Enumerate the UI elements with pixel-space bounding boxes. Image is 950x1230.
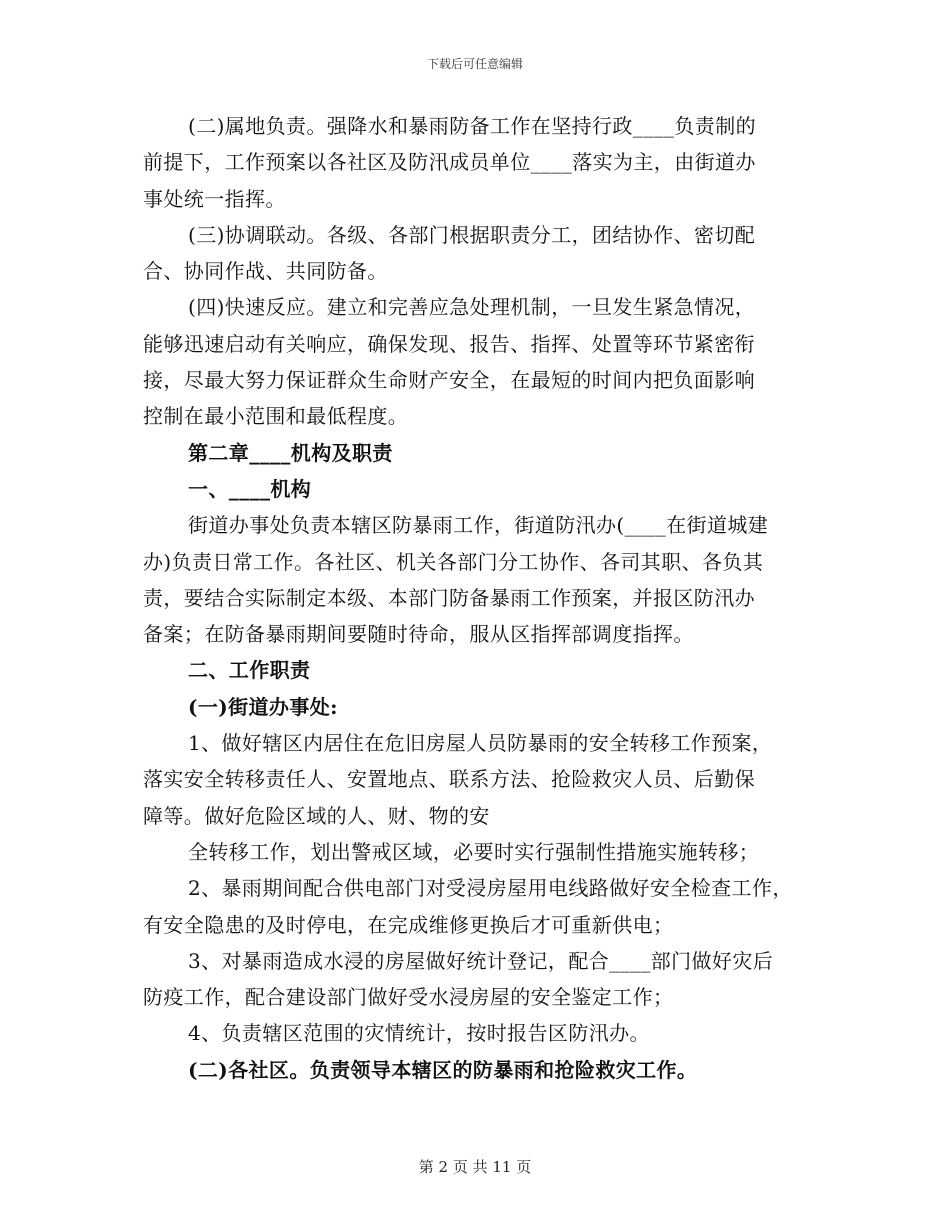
text-line: 3、对暴雨造成水浸的房屋做好统计登记，配合____部门做好灾后 — [188, 948, 774, 973]
text-line: 备案；在防备暴雨期间要随时待命，服从区指挥部调度指挥。 — [143, 622, 694, 647]
text-line: 街道办事处负责本辖区防暴雨工作，街道防汛办(____在街道城建 — [188, 513, 769, 538]
text-line: 事处统一指挥。 — [143, 186, 286, 211]
document-body — [143, 108, 808, 1088]
text-line: 全转移工作，划出警戒区域，必要时实行强制性措施实施转移； — [188, 839, 760, 864]
text-line: 合、协同作战、共同防备。 — [143, 259, 388, 284]
text-line: 责，要结合实际制定本级、本部门防备暴雨工作预案，并报区防汛办 — [143, 585, 755, 610]
page-footer: 第 2 页 共 11 页 — [418, 1158, 532, 1176]
text-line: 4、负责辖区范围的灾情统计，按时报告区防汛办。 — [188, 1021, 650, 1046]
text-line: (三)协调联动。各级、各部门根据职责分工，团结协作、密切配 — [188, 222, 756, 247]
text-line: 办)负责日常工作。各社区、机关各部门分工协作、各司其职、各负其 — [143, 549, 764, 574]
text-line: 有安全隐患的及时停电，在完成维修更换后才可重新供电； — [143, 912, 674, 937]
text-line: 2、暴雨期间配合供电部门对受浸房屋用电线路做好安全检查工作， — [188, 876, 793, 901]
header-note: 下载后可任意编辑 — [426, 57, 523, 71]
section-heading-line: (一)街道办事处: — [188, 694, 338, 719]
text-line: 落实安全转移责任人、安置地点、联系方法、抢险救灾人员、后勤保 — [143, 767, 755, 792]
text-line: (四)快速反应。建立和完善应急处理机制，一旦发生紧急情况， — [188, 295, 756, 320]
section-heading-line: 二、工作职责 — [188, 658, 311, 683]
text-line: 能够迅速启动有关响应，确保发现、报告、指挥、处置等环节紧密衔 — [143, 331, 755, 356]
text-line: 接，尽最大努力保证群众生命财产安全，在最短的时间内把负面影响 — [143, 368, 755, 393]
text-line: 前提下，工作预案以各社区及防汛成员单位____落实为主，由街道办 — [143, 150, 756, 175]
text-line: 控制在最小范围和最低程度。 — [143, 404, 409, 429]
text-line: 防疫工作，配合建设部门做好受水浸房屋的安全鉴定工作； — [143, 985, 674, 1010]
section-heading-line: 一、____机构 — [188, 476, 312, 501]
text-line: 1、做好辖区内居住在危旧房屋人员防暴雨的安全转移工作预案， — [188, 731, 773, 756]
section-heading-line: (二)各社区。负责领导本辖区的防暴雨和抢险救灾工作。 — [188, 1057, 698, 1082]
section-heading-line: 第二章____机构及职责 — [188, 440, 393, 465]
text-line: (二)属地负责。强降水和暴雨防备工作在坚持行政____负责制的 — [188, 114, 757, 138]
text-line: 障等。做好危险区域的人、财、物的安 — [143, 803, 490, 828]
